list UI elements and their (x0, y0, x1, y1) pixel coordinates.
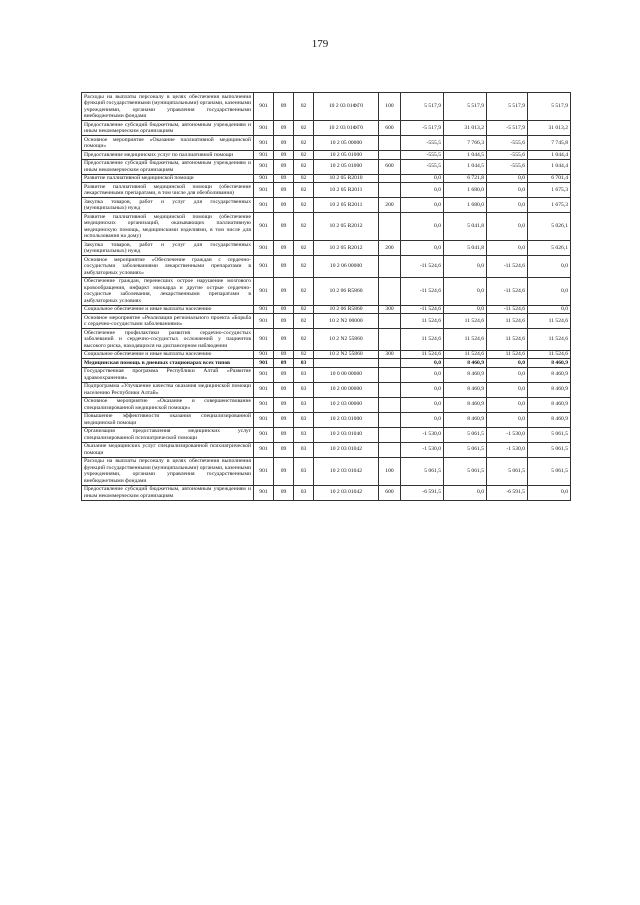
cell-podrazdel: 02 (294, 305, 314, 314)
cell-amount-2: 8 460,9 (444, 367, 487, 382)
cell-amount-1: 0,0 (401, 367, 444, 382)
cell-podrazdel: 03 (294, 412, 314, 427)
cell-razdel: 09 (274, 397, 294, 412)
cell-grbs: 901 (254, 256, 274, 278)
row-name: Оказание медицинских услуг специализированной психиатрической помощи (82, 442, 254, 457)
cell-amount-3: 0,0 (487, 412, 528, 427)
cell-amount-2: 8 460,9 (444, 412, 487, 427)
row-name: Развитие паллиативной медицинской помощи (обеспечение медицинских организаций, оказывающих паллиативную медицинскую помощь, медицинскими изделиями, в том числе для использования на дому) (82, 213, 254, 241)
cell-expense-type (379, 314, 401, 329)
cell-target-article: 10 2 06 R5860 (314, 277, 379, 305)
cell-podrazdel: 02 (294, 151, 314, 160)
cell-razdel: 09 (274, 174, 294, 183)
cell-grbs: 901 (254, 183, 274, 198)
cell-grbs: 901 (254, 350, 274, 359)
cell-expense-type: 300 (379, 350, 401, 359)
table-row (82, 277, 571, 305)
cell-amount-1: -5 517,9 (401, 121, 444, 136)
cell-target-article: 10 2 05 01000 (314, 151, 379, 160)
cell-amount-3: 5 061,5 (487, 457, 528, 485)
cell-amount-3: -555,6 (487, 159, 528, 174)
cell-amount-3: -5 517,9 (487, 121, 528, 136)
cell-grbs: 901 (254, 174, 274, 183)
cell-amount-3: 5 517,9 (487, 93, 528, 121)
table-row (82, 93, 571, 121)
table-row (82, 198, 571, 213)
cell-amount-2: 8 460,9 (444, 397, 487, 412)
cell-amount-3: 11 524,6 (487, 350, 528, 359)
cell-grbs: 901 (254, 359, 274, 368)
cell-podrazdel: 02 (294, 159, 314, 174)
cell-amount-3: 0,0 (487, 367, 528, 382)
cell-razdel: 09 (274, 412, 294, 427)
cell-amount-2: 0,0 (444, 305, 487, 314)
cell-amount-1: 0,0 (401, 213, 444, 241)
budget-table (81, 92, 571, 501)
cell-amount-1: 11 524,6 (401, 314, 444, 329)
cell-expense-type (379, 256, 401, 278)
cell-target-article: 10 0 00 00000 (314, 367, 379, 382)
cell-amount-2: 5 061,5 (444, 442, 487, 457)
cell-target-article: 10 2 00 00000 (314, 382, 379, 397)
cell-expense-type (379, 412, 401, 427)
cell-expense-type (379, 213, 401, 241)
cell-grbs: 901 (254, 159, 274, 174)
table-row (82, 442, 571, 457)
cell-amount-4: 5 061,5 (528, 427, 571, 442)
cell-podrazdel: 03 (294, 367, 314, 382)
cell-target-article: 10 2 05 01000 (314, 159, 379, 174)
cell-expense-type: 100 (379, 457, 401, 485)
cell-amount-1: -555,5 (401, 136, 444, 151)
cell-podrazdel: 02 (294, 329, 314, 351)
table-row (82, 314, 571, 329)
cell-expense-type: 600 (379, 485, 401, 500)
cell-amount-2: 0,0 (444, 485, 487, 500)
cell-razdel: 09 (274, 305, 294, 314)
cell-amount-3: -11 524,6 (487, 256, 528, 278)
cell-amount-1: 0,0 (401, 412, 444, 427)
row-name: Обеспечение граждан, перенесших острое нарушение мозгового кровообращения, инфаркт миокарда и другие острые сердечно-сосудистые заболевания, лекарственными препаратами в амбулаторных условиях (82, 277, 254, 305)
cell-grbs: 901 (254, 412, 274, 427)
cell-amount-2: 1 044,5 (444, 159, 487, 174)
cell-podrazdel: 03 (294, 382, 314, 397)
cell-grbs: 901 (254, 367, 274, 382)
cell-amount-3: 0,0 (487, 241, 528, 256)
cell-razdel: 09 (274, 359, 294, 368)
cell-grbs: 901 (254, 93, 274, 121)
cell-target-article: 10 2 N2 55860 (314, 329, 379, 351)
cell-podrazdel: 02 (294, 241, 314, 256)
table-row (82, 397, 571, 412)
cell-expense-type: 600 (379, 159, 401, 174)
cell-target-article: 10 2 03 01040 (314, 427, 379, 442)
row-name: Медицинская помощь в дневных стационарах всех типов (82, 359, 254, 368)
cell-podrazdel: 02 (294, 121, 314, 136)
cell-amount-2: 5 041,8 (444, 213, 487, 241)
table-row (82, 174, 571, 183)
cell-podrazdel: 02 (294, 198, 314, 213)
cell-grbs: 901 (254, 241, 274, 256)
cell-amount-4: 8 460,9 (528, 412, 571, 427)
cell-razdel: 09 (274, 136, 294, 151)
cell-grbs: 901 (254, 457, 274, 485)
cell-amount-1: -11 524,6 (401, 277, 444, 305)
cell-grbs: 901 (254, 397, 274, 412)
cell-razdel: 09 (274, 198, 294, 213)
cell-amount-1: -555,5 (401, 159, 444, 174)
cell-amount-2: 11 524,6 (444, 350, 487, 359)
cell-amount-2: 11 524,6 (444, 329, 487, 351)
row-name: Социальное обеспечение и иные выплаты населению (82, 305, 254, 314)
row-name: Основное мероприятие «Обеспечение граждан с сердечно-сосудистыми заболеваниями лекарственными препаратами в амбулаторных условиях» (82, 256, 254, 278)
cell-amount-1: 5 061,5 (401, 457, 444, 485)
cell-expense-type (379, 397, 401, 412)
cell-expense-type: 200 (379, 241, 401, 256)
cell-amount-1: 0,0 (401, 241, 444, 256)
row-name: Расходы на выплаты персоналу в целях обеспечения выполнения функций государственными (муниципальными) органами, казенными учреждениями, органами управления государственными внебюджетными фондами (82, 93, 254, 121)
table-row (82, 305, 571, 314)
cell-amount-1: -11 524,6 (401, 256, 444, 278)
table-row (82, 256, 571, 278)
cell-razdel: 09 (274, 213, 294, 241)
cell-expense-type (379, 174, 401, 183)
cell-amount-3: -1 530,0 (487, 427, 528, 442)
cell-amount-2: 11 524,6 (444, 314, 487, 329)
row-name: Государственная программа Республики Алтай «Развитие здравоохранения» (82, 367, 254, 382)
cell-target-article: 10 2 N2 00000 (314, 314, 379, 329)
cell-expense-type: 600 (379, 121, 401, 136)
cell-amount-2: 8 460,9 (444, 382, 487, 397)
cell-amount-2: 1 680,0 (444, 183, 487, 198)
cell-podrazdel: 03 (294, 485, 314, 500)
cell-amount-1: -6 591,5 (401, 485, 444, 500)
row-name: Основное мероприятие «Реализация регионального проекта «Борьба с сердечно-сосудистыми заболеваниями» (82, 314, 254, 329)
cell-target-article: 10 2 05 R2011 (314, 198, 379, 213)
row-name: Основное мероприятие «Оказание паллиативной медицинской помощи» (82, 136, 254, 151)
cell-podrazdel: 03 (294, 442, 314, 457)
cell-razdel: 09 (274, 329, 294, 351)
row-name: Предоставление субсидий бюджетным, автономным учреждениям и иным некоммерческим организациям (82, 121, 254, 136)
cell-grbs: 901 (254, 305, 274, 314)
cell-expense-type: 100 (379, 93, 401, 121)
cell-amount-4: 11 524,6 (528, 314, 571, 329)
cell-razdel: 09 (274, 159, 294, 174)
cell-amount-1: 0,0 (401, 174, 444, 183)
cell-amount-1: 0,0 (401, 183, 444, 198)
cell-amount-4: 0,0 (528, 485, 571, 500)
cell-grbs: 901 (254, 329, 274, 351)
table-row (82, 159, 571, 174)
table-row (82, 183, 571, 198)
cell-target-article: 10 2 05 R2012 (314, 213, 379, 241)
cell-amount-3: 0,0 (487, 183, 528, 198)
cell-razdel: 09 (274, 457, 294, 485)
cell-grbs: 901 (254, 277, 274, 305)
cell-amount-4: 0,0 (528, 277, 571, 305)
cell-razdel: 09 (274, 367, 294, 382)
cell-amount-2: 8 460,9 (444, 359, 487, 368)
cell-amount-1: -1 530,0 (401, 442, 444, 457)
cell-amount-1: 0,0 (401, 397, 444, 412)
cell-amount-3: 0,0 (487, 359, 528, 368)
cell-amount-4: 1 044,4 (528, 159, 571, 174)
table-row (82, 485, 571, 500)
cell-target-article (314, 359, 379, 368)
cell-amount-3: 0,0 (487, 382, 528, 397)
row-name: Предоставление субсидий бюджетным, автономным учреждениям и иным некоммерческим организациям (82, 159, 254, 174)
cell-target-article: 10 2 05 R2010 (314, 174, 379, 183)
cell-amount-2: 5 517,9 (444, 93, 487, 121)
cell-amount-1: -11 524,6 (401, 305, 444, 314)
cell-target-article: 10 2 03 01042 (314, 485, 379, 500)
cell-amount-4: 1 675,3 (528, 198, 571, 213)
cell-grbs: 901 (254, 485, 274, 500)
table-row (82, 121, 571, 136)
table-row (82, 367, 571, 382)
cell-target-article: 10 2 06 R5860 (314, 305, 379, 314)
cell-expense-type (379, 359, 401, 368)
cell-expense-type (379, 367, 401, 382)
cell-amount-4: 8 460,9 (528, 367, 571, 382)
cell-podrazdel: 02 (294, 174, 314, 183)
cell-amount-4: 5 026,1 (528, 213, 571, 241)
cell-amount-4: 8 460,9 (528, 382, 571, 397)
row-name: Предоставление медицинских услуг по паллиативной помощи (82, 151, 254, 160)
cell-amount-2: 5 061,5 (444, 427, 487, 442)
cell-podrazdel: 03 (294, 397, 314, 412)
cell-target-article: 10 2 N2 55860 (314, 350, 379, 359)
cell-razdel: 09 (274, 183, 294, 198)
cell-amount-4: 31 013,2 (528, 121, 571, 136)
cell-amount-1: 0,0 (401, 359, 444, 368)
cell-razdel: 09 (274, 427, 294, 442)
cell-amount-2: 5 061,5 (444, 457, 487, 485)
cell-razdel: 09 (274, 485, 294, 500)
cell-amount-4: 5 061,5 (528, 457, 571, 485)
cell-amount-2: 0,0 (444, 256, 487, 278)
cell-amount-4: 8 460,9 (528, 359, 571, 368)
cell-target-article: 10 2 03 01ФГ0 (314, 93, 379, 121)
cell-amount-3: -555,6 (487, 136, 528, 151)
page-number: 179 (311, 38, 329, 50)
table-row (82, 359, 571, 368)
cell-amount-1: 5 517,9 (401, 93, 444, 121)
cell-amount-3: 0,0 (487, 174, 528, 183)
cell-amount-4: 5 061,5 (528, 442, 571, 457)
cell-expense-type (379, 382, 401, 397)
row-name: Развитие паллиативной медицинской помощи (обеспечение лекарственными препаратами, в том числе для обезболивания) (82, 183, 254, 198)
cell-podrazdel: 02 (294, 350, 314, 359)
row-name: Повышение эффективности оказания специализированной медицинской помощи (82, 412, 254, 427)
cell-amount-1: 0,0 (401, 382, 444, 397)
row-name: Организация предоставления медицинских услуг специализированной психиатрической помощи (82, 427, 254, 442)
cell-amount-2: 1 680,0 (444, 198, 487, 213)
cell-grbs: 901 (254, 121, 274, 136)
cell-grbs: 901 (254, 442, 274, 457)
cell-expense-type: 300 (379, 305, 401, 314)
cell-razdel: 09 (274, 93, 294, 121)
cell-razdel: 09 (274, 241, 294, 256)
cell-amount-1: -555,5 (401, 151, 444, 160)
cell-target-article: 10 2 03 01000 (314, 412, 379, 427)
cell-amount-2: 1 044,5 (444, 151, 487, 160)
cell-podrazdel: 03 (294, 457, 314, 485)
cell-amount-4: 11 524,6 (528, 329, 571, 351)
cell-razdel: 09 (274, 350, 294, 359)
table-row (82, 241, 571, 256)
cell-razdel: 09 (274, 151, 294, 160)
row-name: Подпрограмма «Улучшение качества оказания медицинской помощи населению Республики Алтай» (82, 382, 254, 397)
table-row (82, 136, 571, 151)
cell-podrazdel: 02 (294, 213, 314, 241)
cell-razdel: 09 (274, 382, 294, 397)
cell-podrazdel: 02 (294, 256, 314, 278)
cell-expense-type (379, 427, 401, 442)
cell-target-article: 10 2 03 00000 (314, 397, 379, 412)
cell-podrazdel: 02 (294, 136, 314, 151)
row-name: Обеспечение профилактики развития сердечно-сосудистых заболеваний и сердечно-сосудистых осложнений у пациентов высокого риска, находящихся на диспансерном наблюдении (82, 329, 254, 351)
table-row (82, 213, 571, 241)
cell-podrazdel: 02 (294, 277, 314, 305)
cell-amount-4: 0,0 (528, 305, 571, 314)
cell-amount-3: -1 530,0 (487, 442, 528, 457)
cell-expense-type (379, 442, 401, 457)
cell-amount-1: 0,0 (401, 198, 444, 213)
cell-podrazdel: 03 (294, 359, 314, 368)
table-row (82, 427, 571, 442)
cell-expense-type (379, 136, 401, 151)
cell-amount-2: 6 721,8 (444, 174, 487, 183)
row-name: Предоставление субсидий бюджетным, автономным учреждениям и иным некоммерческим организациям (82, 485, 254, 500)
cell-amount-2: 7 766,3 (444, 136, 487, 151)
cell-podrazdel: 02 (294, 183, 314, 198)
cell-amount-3: -11 524,6 (487, 277, 528, 305)
cell-grbs: 901 (254, 314, 274, 329)
cell-razdel: 09 (274, 314, 294, 329)
row-name: Развитие паллиативной медицинской помощи (82, 174, 254, 183)
cell-amount-4: 7 745,8 (528, 136, 571, 151)
cell-grbs: 901 (254, 213, 274, 241)
cell-expense-type (379, 329, 401, 351)
cell-podrazdel: 02 (294, 314, 314, 329)
cell-amount-4: 1 675,3 (528, 183, 571, 198)
cell-razdel: 09 (274, 277, 294, 305)
cell-amount-4: 11 524,6 (528, 350, 571, 359)
cell-grbs: 901 (254, 151, 274, 160)
row-name: Закупка товаров, работ и услуг для государственных (муниципальных) нужд (82, 241, 254, 256)
cell-amount-4: 0,0 (528, 256, 571, 278)
cell-amount-3: 11 524,6 (487, 314, 528, 329)
cell-target-article: 10 2 03 01ФГ0 (314, 121, 379, 136)
cell-expense-type: 200 (379, 198, 401, 213)
cell-amount-4: 6 701,4 (528, 174, 571, 183)
cell-razdel: 09 (274, 121, 294, 136)
table-row (82, 329, 571, 351)
cell-amount-3: -6 591,5 (487, 485, 528, 500)
cell-grbs: 901 (254, 198, 274, 213)
cell-amount-3: 0,0 (487, 213, 528, 241)
cell-amount-3: -11 524,6 (487, 305, 528, 314)
cell-podrazdel: 02 (294, 93, 314, 121)
cell-expense-type (379, 183, 401, 198)
row-name: Расходы на выплаты персоналу в целях обеспечения выполнения функций государственными (муниципальными) органами, казенными учреждениями, органами управления государственными внебюджетными фондами (82, 457, 254, 485)
cell-target-article: 10 2 05 R2011 (314, 183, 379, 198)
row-name: Основное мероприятие «Оказание и совершенствование специализированной медицинской помощи» (82, 397, 254, 412)
table-row (82, 350, 571, 359)
table-row (82, 151, 571, 160)
cell-grbs: 901 (254, 382, 274, 397)
cell-target-article: 10 2 05 00000 (314, 136, 379, 151)
cell-target-article: 10 2 05 R2012 (314, 241, 379, 256)
cell-amount-1: 11 524,6 (401, 350, 444, 359)
cell-amount-4: 5 026,1 (528, 241, 571, 256)
cell-target-article: 10 2 03 01042 (314, 442, 379, 457)
cell-target-article: 10 2 06 00000 (314, 256, 379, 278)
cell-amount-2: 31 013,2 (444, 121, 487, 136)
cell-grbs: 901 (254, 136, 274, 151)
cell-amount-3: 0,0 (487, 397, 528, 412)
cell-target-article: 10 2 03 01042 (314, 457, 379, 485)
cell-amount-1: -1 530,0 (401, 427, 444, 442)
table-row (82, 412, 571, 427)
cell-razdel: 09 (274, 442, 294, 457)
cell-expense-type (379, 151, 401, 160)
cell-razdel: 09 (274, 256, 294, 278)
cell-amount-2: 5 041,8 (444, 241, 487, 256)
cell-amount-2: 0,0 (444, 277, 487, 305)
table-row (82, 457, 571, 485)
row-name: Закупка товаров, работ и услуг для государственных (муниципальных) нужд (82, 198, 254, 213)
cell-amount-3: -555,6 (487, 151, 528, 160)
cell-amount-4: 5 517,9 (528, 93, 571, 121)
cell-amount-3: 0,0 (487, 198, 528, 213)
cell-amount-1: 11 524,6 (401, 329, 444, 351)
cell-expense-type (379, 277, 401, 305)
cell-podrazdel: 03 (294, 427, 314, 442)
table-row (82, 382, 571, 397)
cell-amount-3: 11 524,6 (487, 329, 528, 351)
cell-amount-4: 1 044,4 (528, 151, 571, 160)
cell-amount-4: 8 460,9 (528, 397, 571, 412)
cell-grbs: 901 (254, 427, 274, 442)
row-name: Социальное обеспечение и иные выплаты населению (82, 350, 254, 359)
